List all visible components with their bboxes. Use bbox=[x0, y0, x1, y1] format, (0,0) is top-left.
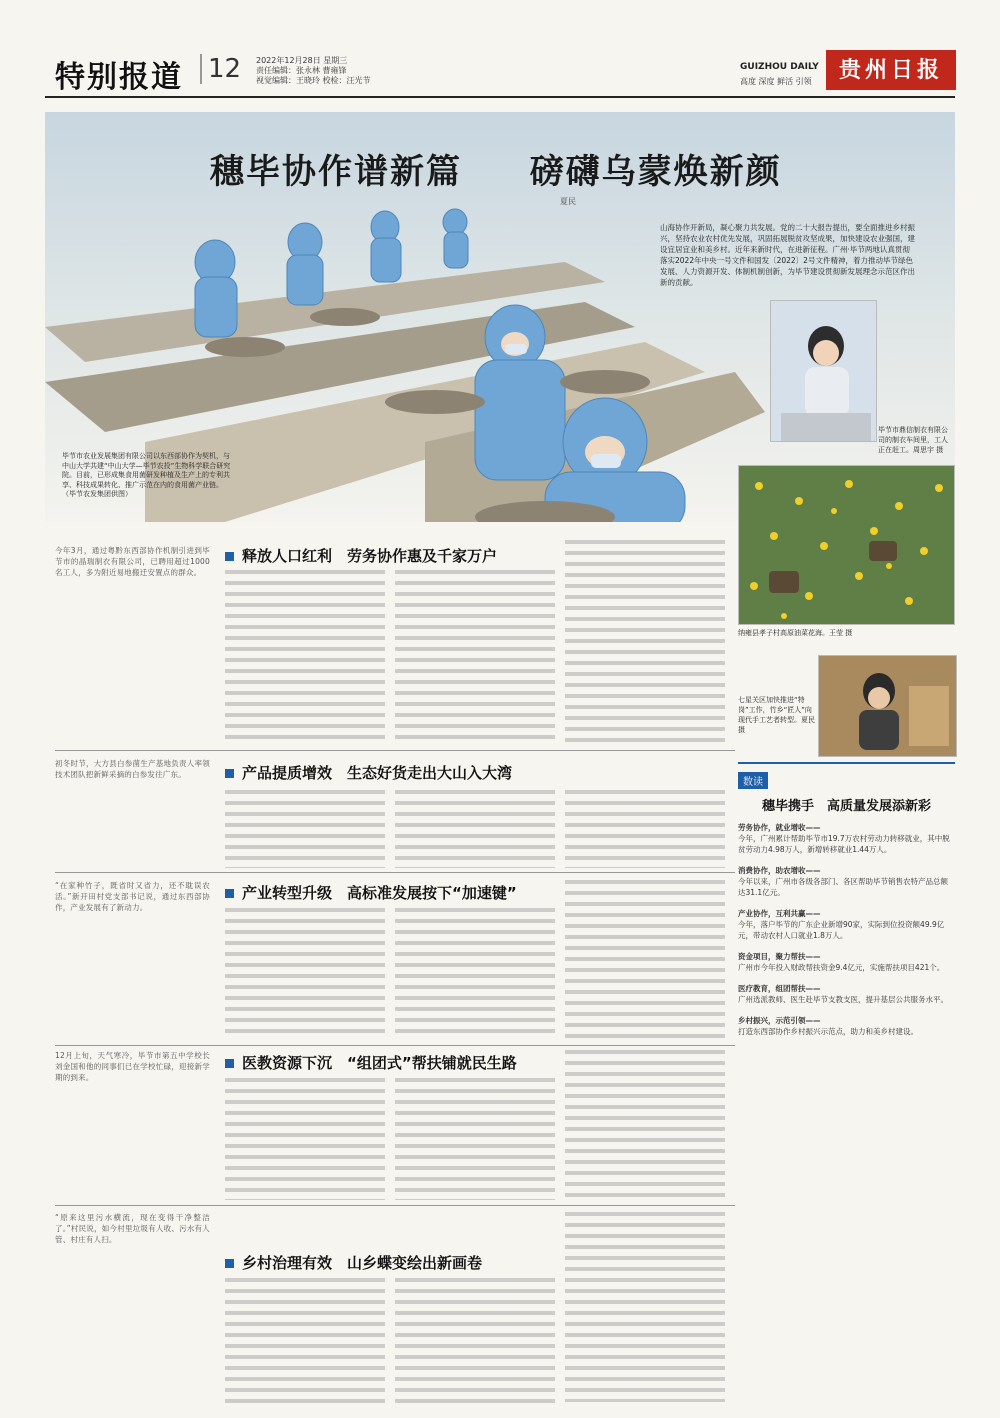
body-text-lines bbox=[225, 1078, 385, 1200]
sidebar-item bbox=[738, 983, 955, 1005]
section1-col1 bbox=[55, 545, 210, 745]
section3-title bbox=[225, 882, 517, 903]
meta-visual: 视觉编辑：王晓玲 校检：汪光节 bbox=[256, 76, 371, 85]
sidebar-item-head: 劳务协作，就业增收—— bbox=[738, 823, 821, 832]
body-text-lines bbox=[225, 570, 385, 740]
section5-col1 bbox=[55, 1212, 210, 1402]
sidebar-items bbox=[738, 822, 955, 1037]
body-text-lines bbox=[225, 790, 385, 868]
section4-title-text: 医教资源下沉 “组团式”帮扶铺就民生路 bbox=[242, 1054, 517, 1072]
section4-col1 bbox=[55, 1050, 210, 1200]
section2-col1 bbox=[55, 758, 210, 868]
section5-title-text: 乡村治理有效 山乡蝶变绘出新画卷 bbox=[242, 1254, 483, 1272]
sidebar-item-body: 广州市今年投入财政帮扶资金9.4亿元，实施帮扶项目421个。 bbox=[738, 963, 945, 972]
section-square-icon bbox=[225, 552, 234, 561]
sidebar-item-body: 广州选派教师、医生赴毕节支教支医，提升基层公共服务水平。 bbox=[738, 995, 948, 1004]
paper-logo: 贵州日报 bbox=[826, 50, 956, 90]
section2-lead: 初冬时节，大方县白参菌生产基地负责人率领技术团队把新鲜采摘的白参发往广东。 bbox=[55, 759, 210, 779]
craftsman-illustration bbox=[819, 656, 956, 756]
meta-editors: 责任编辑：张永林 曹雍锋 bbox=[256, 66, 347, 75]
hero-caption: 毕节市农业发展集团有限公司以东西部协作为契机，与中山大学共建“中山大学—毕节农投”生物科学联合研究院。目前，已形成集食用菌研发种植及生产上的专利共享、科技成果转化、推广示范在内的食用菌产业链。（毕节农发集团供图） bbox=[62, 452, 231, 498]
section5-title bbox=[225, 1252, 482, 1273]
meta-date: 2022年12月28日 星期三 bbox=[256, 56, 348, 65]
divider bbox=[55, 1205, 735, 1206]
worker-sewing-illustration bbox=[771, 301, 876, 441]
section2-title-text: 产品提质增效 生态好货走出大山入大湾 bbox=[242, 764, 513, 782]
bamboo-craft-photo bbox=[818, 655, 957, 757]
section1-title bbox=[225, 545, 497, 566]
section1-lead: 今年3月，通过粤黔东西部协作机制引进到毕节市的晶瑞制衣有限公司，已聘用超过1000名工人，多为附近易地搬迁安置点的群众。 bbox=[55, 546, 210, 577]
body-text-lines bbox=[395, 1278, 555, 1403]
article-intro: 山海协作开新局，凝心聚力共发展。党的二十大报告提出，要全面推进乡村振兴，坚持农业农村优先发展，巩固拓展脱贫攻坚成果，加快建设农业强国，建设宜居宜业和美乡村。近年来新时代，在进新征程。广州·毕节两地认真贯彻落实2022年中央一号文件和国发〔2022〕2号文件精神，着力推动毕节绿色发展、人力资源开发、体制机制创新，为毕节建设贯彻新发展理念示范区作出新的贡献。 bbox=[660, 223, 915, 287]
body-text-lines bbox=[565, 540, 725, 745]
body-text-lines bbox=[395, 790, 555, 868]
body-text-lines bbox=[395, 1078, 555, 1200]
section3-lead: “在家种竹子，既省时又省力，还不耽误农活。”新开田村党支部书记说，通过东西部协作，产业发展有了新动力。 bbox=[55, 881, 210, 912]
sidebar-item bbox=[738, 908, 955, 941]
section3-title-text: 产业转型升级 高标准发展按下“加速键” bbox=[242, 884, 517, 902]
author-byline: 夏民 bbox=[560, 197, 576, 206]
body-text-lines bbox=[395, 908, 555, 1040]
sidebar-item bbox=[738, 951, 955, 973]
sidebar-tag: 数读 bbox=[738, 772, 768, 789]
body-text-lines bbox=[565, 1050, 725, 1200]
section-square-icon bbox=[225, 1259, 234, 1268]
section-name: 特别报道 bbox=[55, 60, 183, 95]
section4-title bbox=[225, 1052, 517, 1073]
flower-field-illustration bbox=[739, 466, 954, 624]
paper-slogan: 高度 深度 鲜活 引领 bbox=[740, 77, 812, 86]
sidebar-item-body: 打造东西部协作乡村振兴示范点，助力和美乡村建设。 bbox=[738, 1027, 918, 1036]
section3-col1 bbox=[55, 880, 210, 1040]
main-headline bbox=[210, 144, 782, 193]
header-rule bbox=[45, 96, 955, 98]
page-meta bbox=[256, 56, 426, 86]
sidebar-item-body: 今年，落户毕节的广东企业新增90家，实际到位投资额49.9亿元，带动农村人口就业1.8万人。 bbox=[738, 920, 945, 940]
photo2-caption: 纳雍县孝子村高原油菜花海。王莹 摄 bbox=[738, 629, 853, 637]
sidebar-item bbox=[738, 822, 955, 855]
data-sidebar bbox=[738, 762, 955, 1412]
divider bbox=[55, 750, 735, 751]
sidebar-item-head: 产业协作，互利共赢—— bbox=[738, 909, 821, 918]
section-square-icon bbox=[225, 1059, 234, 1068]
photo1-caption: 毕节市鼎信制衣有限公司的制衣车间里，工人正在赶工。周思宇 摄 bbox=[878, 426, 948, 454]
page-number: 12 bbox=[200, 54, 241, 84]
body-text-lines bbox=[565, 1212, 725, 1402]
sidebar-item-head: 资金项目，聚力帮扶—— bbox=[738, 952, 821, 961]
section5-lead: “原来这里污水横流，现在变得干净整洁了。”村民说，如今村里垃圾有人收、污水有人管、村庄有人扫。 bbox=[55, 1213, 210, 1244]
sidebar-title: 穗毕携手 高质量发展添新彩 bbox=[761, 799, 931, 814]
body-text-lines bbox=[225, 1278, 385, 1403]
divider bbox=[55, 1045, 735, 1046]
headline-part-1: 穗毕协作谱新篇 bbox=[210, 152, 462, 192]
sidebar-item bbox=[738, 1015, 955, 1037]
sidebar-item-body: 今年，广州累计帮助毕节市19.7万农村劳动力转移就业，其中脱贫劳动力4.98万人，新增转移就业1.44万人。 bbox=[738, 834, 950, 854]
body-text-lines bbox=[225, 908, 385, 1040]
body-text-lines bbox=[565, 880, 725, 1040]
sidebar-item-head: 医疗教育，组团帮扶—— bbox=[738, 984, 821, 993]
section4-lead: 12月上旬，天气寒冷，毕节市第五中学校长刘金国和他的同事们已在学校忙碌，迎接新学期的到来。 bbox=[55, 1051, 210, 1082]
rapeseed-field-photo bbox=[738, 465, 955, 625]
section2-title bbox=[225, 762, 512, 783]
sidebar-item-body: 今年以来，广州市各级各部门、各区帮助毕节销售农特产品总额达31.1亿元。 bbox=[738, 877, 948, 897]
section1-title-text: 释放人口红利 劳务协作惠及千家万户 bbox=[242, 547, 498, 565]
section-square-icon bbox=[225, 769, 234, 778]
body-text-lines bbox=[395, 570, 555, 740]
sidebar-item bbox=[738, 865, 955, 898]
headline-part-2: 磅礴乌蒙焕新颜 bbox=[529, 152, 782, 192]
sewing-workshop-photo bbox=[770, 300, 877, 442]
divider bbox=[55, 872, 735, 873]
paper-english-name: GUIZHOU DAILY bbox=[740, 62, 819, 72]
body-text-lines bbox=[565, 790, 725, 868]
sidebar-item-head: 消费协作，助农增收—— bbox=[738, 866, 821, 875]
photo3-caption: 七星关区加快推进“特岗”工作，竹乡“匠人”向现代手工艺者转型。夏民 摄 bbox=[738, 696, 815, 734]
section-square-icon bbox=[225, 889, 234, 898]
sidebar-item-head: 乡村振兴，示范引领—— bbox=[738, 1016, 821, 1025]
